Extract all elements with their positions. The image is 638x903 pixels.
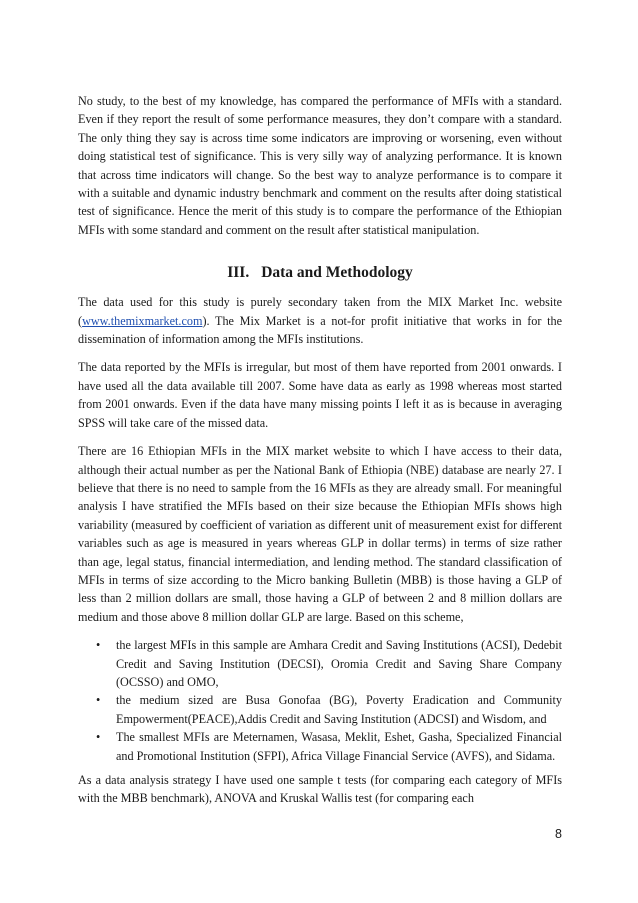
section-number: III. <box>227 264 250 282</box>
document-page <box>78 92 562 818</box>
mixmarket-link[interactable]: www.themixmarket.com <box>82 313 203 328</box>
list-item-text: the medium sized are Busa Gonofaa (BG), Poverty Eradication and Community Empowerment(PEACE),Addis Credit and Saving Institution (ADCSI) and Wisdom, and <box>116 693 562 726</box>
intro-paragraph: No study, to the best of my knowledge, has compared the performance of MFIs with a standard. Even if they report the result of some performance measures, they don’t compare with a standard. The only thing they say is across time some indicators are improving or worsening, even without doing statistical test of significance. This is very silly way of analyzing performance. It is known that across time indicators will change. So the best way to analyze performance is to compare it with a suitable and dynamic industry benchmark and comment on the results after doing statistical test of significance. Hence the merit of this study is to compare the performance of the Ethiopian MFIs with some standard and comment on the result after statistical manipulation. <box>78 94 562 237</box>
reporting-paragraph: The data reported by the MFIs is irregular, but most of them have reported from 2001 onwards. I have used all the data available till 2007. Some have data as early as 1998 whereas most started from 2001 onwards. Even if the data have many missing points I left it as is because in averaging SPSS will take care of the missed data. <box>78 360 562 430</box>
section-title: Data and Methodology <box>261 264 413 282</box>
section-heading <box>78 263 562 283</box>
sample-paragraph: There are 16 Ethiopian MFIs in the MIX market website to which I have access to their data, although their actual number as per the National Bank of Ethiopia (NBE) database are nearly 27. I believe that there is no need to sample from the 16 MFIs as they are already small. For meaningful analysis I have stratified the MFIs based on their size because the Ethiopian MFIs shows high variability (measured by coefficient of variation as different unit of measurement exist for different variables such as age is measured in years whereas GLP in dollar terms) in terms of size rather than age, legal status, financial intermediation, and lending method. The standard classification of MFIs in terms of size according to the Micro banking Bulletin (MBB) is those having a GLP of less than 2 million dollars are small, those having a GLP of between 2 and 8 million dollars are medium and those above 8 million dollar GLP are large. Based on this scheme, <box>78 444 562 624</box>
bullet-icon: • <box>96 693 101 708</box>
list-item-text: the largest MFIs in this sample are Amhara Credit and Saving Institutions (ACSI), Dedebit Credit and Saving Institution (DECSI), Oromia Credit and Saving Share Company (OCSSO) and OMO, <box>116 638 562 689</box>
list-item <box>78 636 562 691</box>
strategy-paragraph: As a data analysis strategy I have used one sample t tests (for comparing each category of MFIs with the MBB benchmark), ANOVA and Kruskal Wallis test (for comparing each <box>78 773 562 806</box>
page-number: 8 <box>555 827 562 841</box>
data-source-text-after: ). The Mix Market is a not-for profit initiative that works in for the dissemination of information among the MFIs institutions. <box>78 313 562 347</box>
mfi-size-list <box>78 636 562 765</box>
bullet-icon: • <box>96 638 101 653</box>
list-item-text: The smallest MFIs are Meternamen, Wasasa, Meklit, Eshet, Gasha, Specialized Financial and Promotional Institution (SFPI), Africa Village Financial Service (AVFS), and Sidama. <box>116 730 562 763</box>
list-item <box>78 691 562 728</box>
data-source-paragraph <box>78 293 562 348</box>
bullet-icon: • <box>96 730 101 745</box>
list-item <box>78 728 562 765</box>
data-source-text-before: The data used for this study is purely secondary taken from the MIX Market Inc. website ( <box>78 295 562 328</box>
